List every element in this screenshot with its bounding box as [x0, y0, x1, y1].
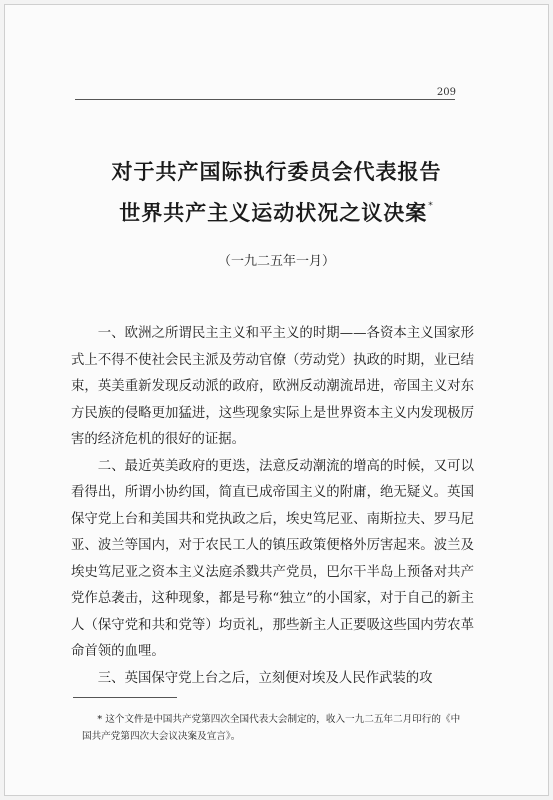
title-line-1: 对于共产国际执行委员会代表报告 — [111, 160, 442, 184]
title-line-2 — [5, 189, 548, 230]
footnote — [82, 711, 462, 745]
footnote-marker: * — [428, 201, 434, 211]
body-text — [71, 321, 474, 692]
document-page — [4, 4, 549, 796]
title-line-2-text: 世界共产主义运动状况之议决案 — [119, 201, 428, 225]
paragraph-2: 二、最近英美政府的更迭，法意反动潮流的增高的时候，又可以看得出，所谓小协约国，简直已成帝国主义的附庸，绝无疑义。英国保守党上台和美国共和党执政之后，埃史笃尼亚、南斯拉夫、罗马尼亚、波兰等国内，对于农民工人的镇压政策便格外厉害起来。波兰及埃史笃尼亚之资本主义法庭杀戮共产党员，巴尔干半岛上预备对共产党作总袭击，这种现象，都是号称“独立”的小国家，对于自己的新主人（保守党和共和党等）均贡礼，那些新主人正要吸这些国内劳农革命首领的血哩。 — [71, 458, 474, 659]
document-date: （一九二五年一月） — [217, 254, 335, 269]
paragraph-1: 一、欧洲之所谓民主主义和平主义的时期——各资本主义国家形式上不得不使社会民主派及劳动官僚（劳动党）执政的时期，业已结束，英美重新发现反动派的政府，欧洲反动潮流昂进，帝国主义对东方民族的侵略更加猛进，这些现象实际上是世界资本主义内发现极厉害的经济危机的很好的证据。 — [71, 326, 474, 447]
document-title — [5, 155, 548, 230]
footnote-rule — [73, 697, 177, 698]
footnote-text: * 这个文件是中国共产党第四次全国代表大会制定的，收入一九二五年二月印行的《中国共产党第四次大会议决案及宣言》。 — [82, 714, 461, 742]
paragraph-3: 三、英国保守党上台之后，立刻便对埃及人民作武装的攻 — [97, 670, 433, 686]
page-number: 209 — [436, 87, 456, 98]
header-rule — [75, 99, 455, 100]
